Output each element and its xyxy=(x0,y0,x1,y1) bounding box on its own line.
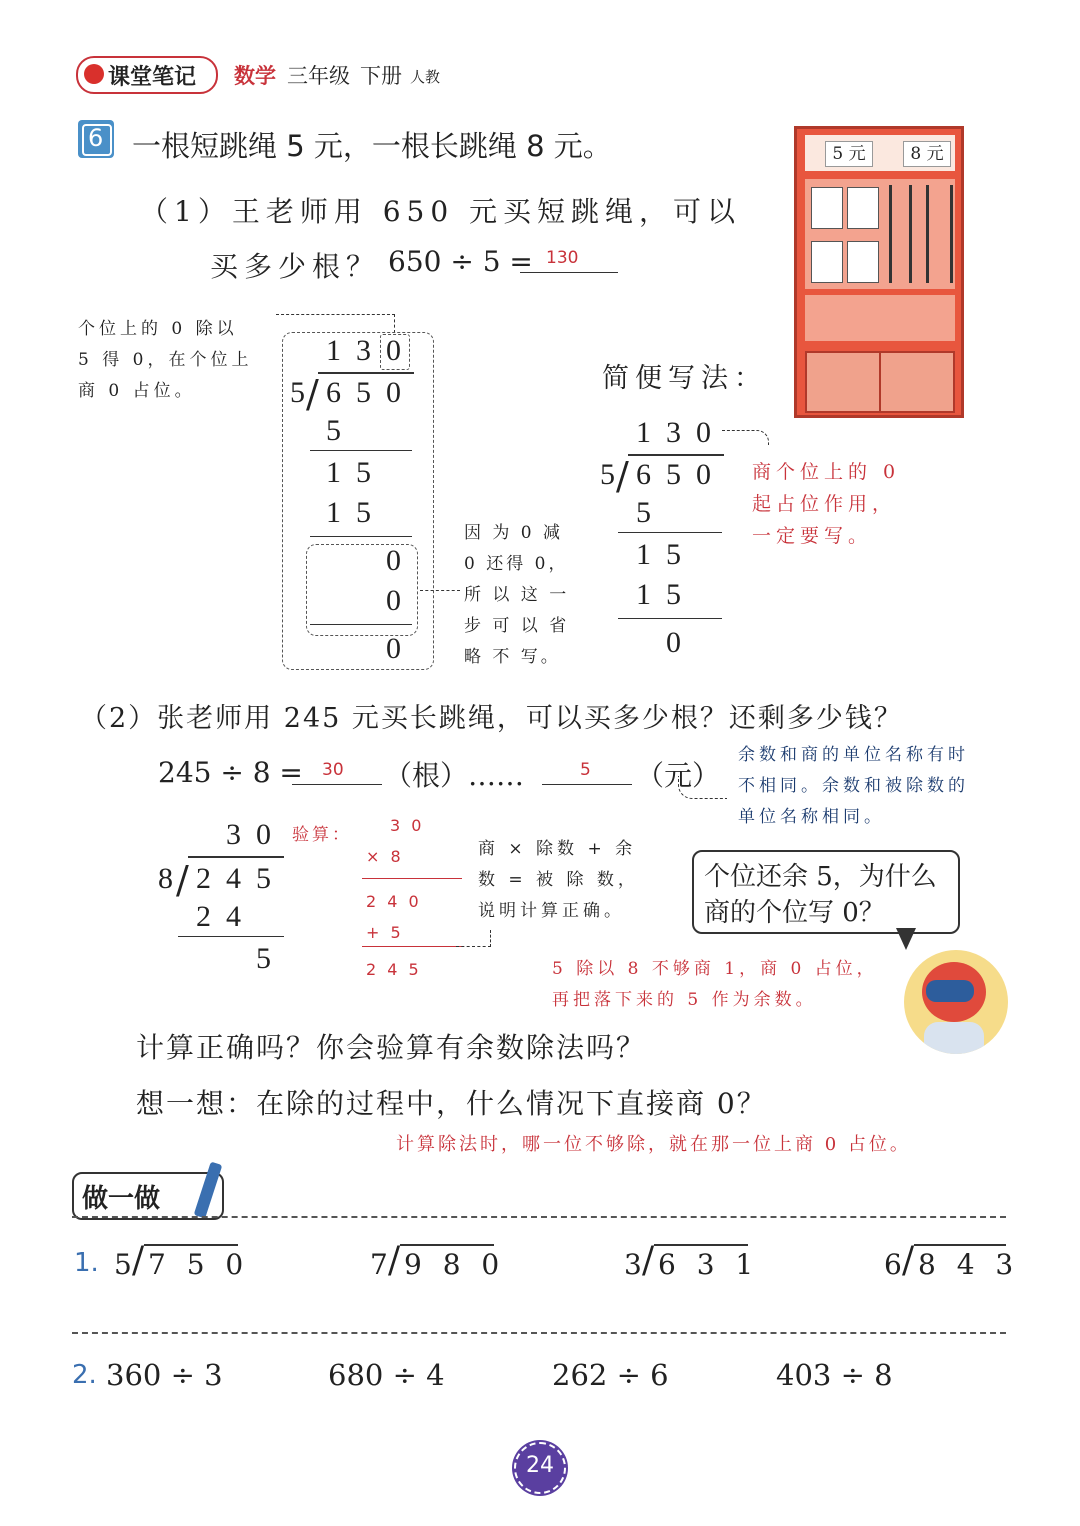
q2-divisor: 8 xyxy=(158,862,173,895)
division-digit: 5 xyxy=(636,496,651,529)
division-digit: 3 xyxy=(666,416,681,449)
division-digit: 6 xyxy=(326,376,341,409)
division-digit: 0 xyxy=(666,626,681,659)
prompt-check: 计算正确吗？你会验算有余数除法吗？ xyxy=(136,1031,647,1064)
q1-note-right: 商个位上的 0 起占位作用， 一定要写。 xyxy=(752,461,901,547)
practice-q2-number: 2. xyxy=(72,1360,97,1390)
rope-shelf-illustration xyxy=(794,126,964,418)
division-digit: 6 xyxy=(636,458,651,491)
q2-answer-quotient: 30 xyxy=(322,760,344,780)
division-digit: 5 xyxy=(666,538,681,571)
division-digit: 5 xyxy=(356,456,371,489)
q2-line: （2）张老师用 245 元买长跳绳，可以买多少根？还剩多少钱？ xyxy=(80,703,903,734)
division-digit: 5 xyxy=(356,496,371,529)
division-digit: 1 xyxy=(326,496,341,529)
division-digit: 5 xyxy=(256,942,271,975)
practice-title-box xyxy=(72,1172,224,1220)
division-digit: 0 xyxy=(696,416,711,449)
division-digit: 1 xyxy=(636,538,651,571)
prompt-think-answer: 计算除法时，哪一位不够除，就在那一位上商 0 占位。 xyxy=(396,1134,911,1155)
price-tag-short: 5 元 xyxy=(825,141,873,167)
header-subject: 数学 xyxy=(234,64,276,88)
practice-q1-divisor-1: 5 xyxy=(114,1248,132,1281)
check-label: 验算： xyxy=(292,825,352,845)
practice-q1-dividend-2: 9 8 0 xyxy=(404,1248,506,1281)
q2-division-bracket: / xyxy=(176,858,189,902)
division-digit: 0 xyxy=(386,376,401,409)
practice-divider-top xyxy=(72,1216,1006,1218)
price-tag-long: 8 元 xyxy=(903,141,951,167)
example-number-badge xyxy=(78,120,114,158)
practice-q1-number: 1. xyxy=(74,1248,99,1278)
practice-q1-divisor-4: 6 xyxy=(884,1248,902,1281)
practice-q2-item-1: 360 ÷ 3 xyxy=(106,1358,223,1392)
division-digit: 5 xyxy=(666,458,681,491)
division-digit: 3 xyxy=(226,818,241,851)
q2-note-red: 5 除以 8 不够商 1，商 0 占位， 再把落下来的 5 作为余数。 xyxy=(552,959,878,1010)
division-digit: 4 xyxy=(226,862,241,895)
pencil-icon xyxy=(194,1162,223,1219)
practice-q2-item-2: 680 ÷ 4 xyxy=(328,1358,445,1392)
division-digit: 0 xyxy=(386,334,401,367)
header-volume: 下册 xyxy=(360,64,402,88)
division-digit: 5 xyxy=(666,578,681,611)
note-arrow-check xyxy=(456,930,491,947)
division-digit: 2 xyxy=(196,862,211,895)
note-arrow-right xyxy=(722,430,769,445)
q1-note-mid: 因 为 0 减 0 还得 0， 所 以 这 一 步 可 以 省 略 不 写。 xyxy=(464,523,570,667)
page-number-badge xyxy=(514,1442,566,1494)
q1-line1: （1）王老师用 650 元买短跳绳，可以 xyxy=(140,195,742,228)
division-digit: 3 xyxy=(356,334,371,367)
note-arrow-left xyxy=(276,314,395,333)
practice-q1-dividend-1: 7 5 0 xyxy=(148,1248,250,1281)
practice-q1-dividend-4: 8 4 3 xyxy=(918,1248,1020,1281)
practice-q1-divisor-3: 3 xyxy=(624,1248,642,1281)
q2-note-unit: 余数和商的单位名称有时 不相同。余数和被除数的 单位名称相同。 xyxy=(738,745,969,827)
robot-avatar xyxy=(904,950,1008,1054)
example-number: 6 xyxy=(88,124,104,152)
q2-unit-2: （元） xyxy=(636,759,721,792)
long-divisor: 5 xyxy=(290,376,305,409)
q2-unit-1: （根）…… xyxy=(384,759,525,792)
header-grade: 三年级 xyxy=(287,64,350,88)
q2-expression: 245 ÷ 8 = xyxy=(158,756,303,789)
q1-note-left: 个位上的 0 除以 5 得 0，在个位上 商 0 占位。 xyxy=(78,319,253,401)
q2-answer-remainder: 5 xyxy=(580,760,591,780)
division-digit: 5 xyxy=(326,414,341,447)
division-digit: 2 xyxy=(196,900,211,933)
note-arrow-mid xyxy=(420,590,460,591)
prompt-think: 想一想：在除的过程中，什么情况下直接商 0？ xyxy=(136,1087,767,1120)
header-badge-label: 课堂笔记 xyxy=(108,65,197,90)
division-digit: 0 xyxy=(386,544,401,577)
short-division-bracket: / xyxy=(616,454,629,498)
check-calculation: 3 0 × 8 2 4 0 + 5 2 4 5 xyxy=(366,816,425,979)
q1-answer: 130 xyxy=(546,248,579,268)
division-digit: 0 xyxy=(256,818,271,851)
division-digit: 5 xyxy=(356,376,371,409)
division-digit: 1 xyxy=(636,578,651,611)
division-digit: 1 xyxy=(326,334,341,367)
header-badge xyxy=(76,56,218,94)
practice-title: 做一做 xyxy=(82,1184,161,1214)
q1-answer-line xyxy=(520,272,618,273)
omittable-step-frame xyxy=(306,544,418,636)
practice-q2-item-3: 262 ÷ 6 xyxy=(552,1358,669,1392)
q2-note-check: 商 × 除数 + 余 数 = 被 除 数， 说明计算正确。 xyxy=(478,839,639,921)
note-arrow-unit xyxy=(678,776,727,799)
page-number: 24 xyxy=(526,1453,554,1478)
q1-expression: 650 ÷ 5 = xyxy=(388,245,533,278)
q1-line2: 买多少根？ xyxy=(210,250,381,283)
division-digit: 1 xyxy=(636,416,651,449)
division-digit: 0 xyxy=(696,458,711,491)
practice-q2-item-4: 403 ÷ 8 xyxy=(776,1358,893,1392)
simple-method-title: 简便写法： xyxy=(602,363,767,394)
bubble-tail xyxy=(896,928,916,950)
division-digit: 4 xyxy=(226,900,241,933)
division-digit: 5 xyxy=(256,862,271,895)
long-division-bracket: / xyxy=(306,372,319,416)
division-digit: 0 xyxy=(386,632,401,665)
header-publisher: 人教 xyxy=(410,68,441,86)
division-digit: 0 xyxy=(386,584,401,617)
practice-divider-mid xyxy=(72,1332,1006,1334)
robot-speech-bubble: 个位还余 5，为什么 商的个位写 0？ xyxy=(692,850,960,934)
example-title: 一根短跳绳 5 元，一根长跳绳 8 元。 xyxy=(132,129,612,163)
short-divisor: 5 xyxy=(600,458,615,491)
practice-q1-divisor-2: 7 xyxy=(370,1248,388,1281)
practice-q1-dividend-3: 6 3 1 xyxy=(658,1248,760,1281)
smiley-icon xyxy=(84,64,104,84)
division-digit: 1 xyxy=(326,456,341,489)
